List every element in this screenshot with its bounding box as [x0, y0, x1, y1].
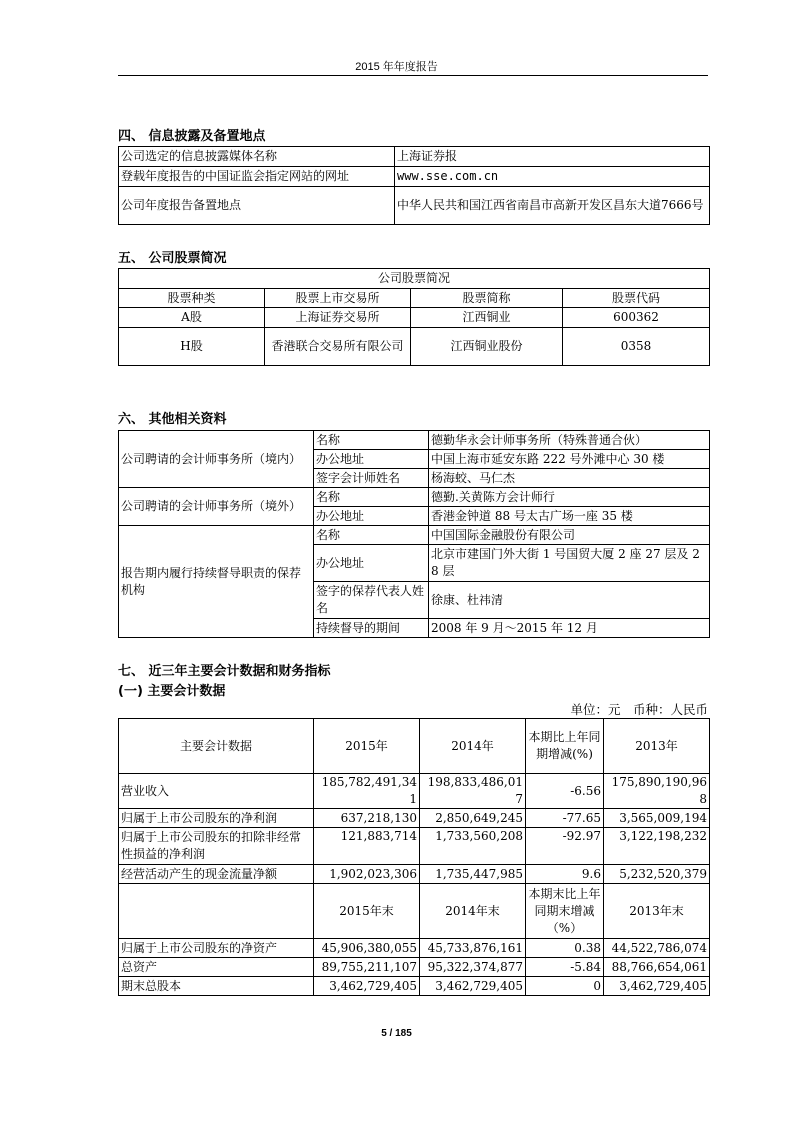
value-cell: 3,462,729,405 — [314, 977, 420, 996]
value-cell: 121,883,714 — [314, 828, 420, 865]
table-row — [119, 865, 710, 884]
value-cell: 0.38 — [526, 939, 604, 958]
page-number: 5 / 185 — [381, 1028, 412, 1039]
table-row — [119, 774, 710, 809]
column-header: 2014年 — [420, 719, 526, 774]
value-cell: -92.97 — [526, 828, 604, 865]
column-header: 主要会计数据 — [119, 719, 314, 774]
column-header: 股票简称 — [411, 289, 563, 308]
field-value: 2008 年 9 月～2015 年 12 月 — [429, 619, 710, 638]
value-cell: 1,735,447,985 — [420, 865, 526, 884]
value-cell: -6.56 — [526, 774, 604, 809]
section-5-title: 五、 公司股票简况 — [118, 251, 227, 266]
table-header-row — [119, 719, 710, 774]
page-header: 2015 年年度报告 — [355, 61, 438, 73]
table-row — [119, 809, 710, 828]
row-label: 期末总股本 — [119, 977, 314, 996]
value-cell: 44,522,786,074 — [604, 939, 710, 958]
column-header: 股票上市交易所 — [265, 289, 411, 308]
table-cell: 上海证券交易所 — [265, 308, 411, 328]
row-label: 经营活动产生的现金流量净额 — [119, 865, 314, 884]
group-label: 公司聘请的会计师事务所（境外） — [119, 488, 314, 526]
table-cell: A股 — [119, 308, 265, 328]
field-label: 办公地址 — [314, 545, 429, 582]
value-cell: 175,890,190,968 — [604, 774, 710, 809]
table-header-row — [119, 884, 710, 939]
value-cell: 1,902,023,306 — [314, 865, 420, 884]
table-row — [119, 147, 710, 167]
row-label: 归属于上市公司股东的净资产 — [119, 939, 314, 958]
row-label: 归属于上市公司股东的净利润 — [119, 809, 314, 828]
field-value: 杨海蛟、马仁杰 — [429, 469, 710, 488]
field-label: 名称 — [314, 431, 429, 450]
value-cell: 95,322,374,877 — [420, 958, 526, 977]
value-cell: 3,565,009,194 — [604, 809, 710, 828]
related-info-table — [118, 430, 710, 638]
column-header: 股票种类 — [119, 289, 265, 308]
row-label: 总资产 — [119, 958, 314, 977]
value-cell: -5.84 — [526, 958, 604, 977]
stock-table — [118, 268, 710, 366]
value-cell: 3,122,198,232 — [604, 828, 710, 865]
table-cell: 江西铜业 — [411, 308, 563, 328]
subsection-title: (一) 主要会计数据 — [118, 684, 226, 699]
value-cell: 89,755,211,107 — [314, 958, 420, 977]
section-4-title: 四、 信息披露及备置地点 — [118, 129, 266, 144]
table-cell: 600362 — [563, 308, 710, 328]
section-6-title: 六、 其他相关资料 — [118, 412, 227, 427]
table-cell: 江西铜业股份 — [411, 328, 563, 366]
value-cell: 45,906,380,055 — [314, 939, 420, 958]
table-caption-row — [119, 269, 710, 289]
table-row — [119, 939, 710, 958]
label-cell: 公司年度报告备置地点 — [119, 187, 395, 225]
field-label: 签字会计师姓名 — [314, 469, 429, 488]
table-row — [119, 828, 710, 865]
row-label: 营业收入 — [119, 774, 314, 809]
column-header: 股票代码 — [563, 289, 710, 308]
value-cell: -77.65 — [526, 809, 604, 828]
column-header: 2013年末 — [604, 884, 710, 939]
table-cell: H股 — [119, 328, 265, 366]
field-label: 签字的保荐代表人姓名 — [314, 582, 429, 619]
value-cell: 3,462,729,405 — [604, 977, 710, 996]
section-7-title: 七、 近三年主要会计数据和财务指标 — [118, 664, 331, 679]
table-cell: 香港联合交易所有限公司 — [265, 328, 411, 366]
table-row — [119, 526, 710, 545]
value-cell: 0 — [526, 977, 604, 996]
table-row — [119, 187, 710, 225]
table-cell: 0358 — [563, 328, 710, 366]
column-header: 本期比上年同期增减(%) — [526, 719, 604, 774]
column-header — [119, 884, 314, 939]
table-caption: 公司股票简况 — [119, 269, 710, 289]
value-cell: 185,782,491,341 — [314, 774, 420, 809]
value-cell: 中华人民共和国江西省南昌市高新开发区昌东大道7666号 — [395, 187, 710, 225]
table-row — [119, 308, 710, 328]
field-value: 中国上海市延安东路 222 号外滩中心 30 楼 — [429, 450, 710, 469]
field-value: 香港金钟道 88 号太古广场一座 35 楼 — [429, 507, 710, 526]
accounting-data-table — [118, 718, 710, 996]
column-header: 2015年末 — [314, 884, 420, 939]
unit-note: 单位：元 币种：人民币 — [570, 702, 708, 717]
column-header: 本期末比上年同期末增减（%） — [526, 884, 604, 939]
table-row — [119, 167, 710, 187]
value-cell: 88,766,654,061 — [604, 958, 710, 977]
website-cell: www.sse.com.cn — [395, 167, 710, 187]
field-value: 德勤.关黄陈方会计师行 — [429, 488, 710, 507]
column-header: 2013年 — [604, 719, 710, 774]
field-label: 办公地址 — [314, 450, 429, 469]
field-value: 中国国际金融股份有限公司 — [429, 526, 710, 545]
field-value: 北京市建国门外大街 1 号国贸大厦 2 座 27 层及 28 层 — [429, 545, 710, 582]
table-row — [119, 958, 710, 977]
row-label: 归属于上市公司股东的扣除非经常性损益的净利润 — [119, 828, 314, 865]
header-divider — [118, 75, 708, 76]
value-cell: 45,733,876,161 — [420, 939, 526, 958]
value-cell: 2,850,649,245 — [420, 809, 526, 828]
table-row — [119, 488, 710, 507]
table-row — [119, 431, 710, 450]
value-cell: 5,232,520,379 — [604, 865, 710, 884]
disclosure-table — [118, 146, 710, 225]
value-cell: 637,218,130 — [314, 809, 420, 828]
table-row — [119, 328, 710, 366]
value-cell: 1,733,560,208 — [420, 828, 526, 865]
value-cell: 3,462,729,405 — [420, 977, 526, 996]
label-cell: 登载年度报告的中国证监会指定网站的网址 — [119, 167, 395, 187]
field-label: 名称 — [314, 488, 429, 507]
value-cell: 9.6 — [526, 865, 604, 884]
table-header-row — [119, 289, 710, 308]
column-header: 2014年末 — [420, 884, 526, 939]
value-cell: 198,833,486,017 — [420, 774, 526, 809]
label-cell: 公司选定的信息披露媒体名称 — [119, 147, 395, 167]
column-header: 2015年 — [314, 719, 420, 774]
table-row — [119, 977, 710, 996]
value-cell: 上海证券报 — [395, 147, 710, 167]
group-label: 报告期内履行持续督导职责的保荐机构 — [119, 526, 314, 638]
field-value: 德勤华永会计师事务所（特殊普通合伙） — [429, 431, 710, 450]
field-label: 办公地址 — [314, 507, 429, 526]
field-value: 徐康、杜祎清 — [429, 582, 710, 619]
field-label: 持续督导的期间 — [314, 619, 429, 638]
group-label: 公司聘请的会计师事务所（境内） — [119, 431, 314, 488]
field-label: 名称 — [314, 526, 429, 545]
